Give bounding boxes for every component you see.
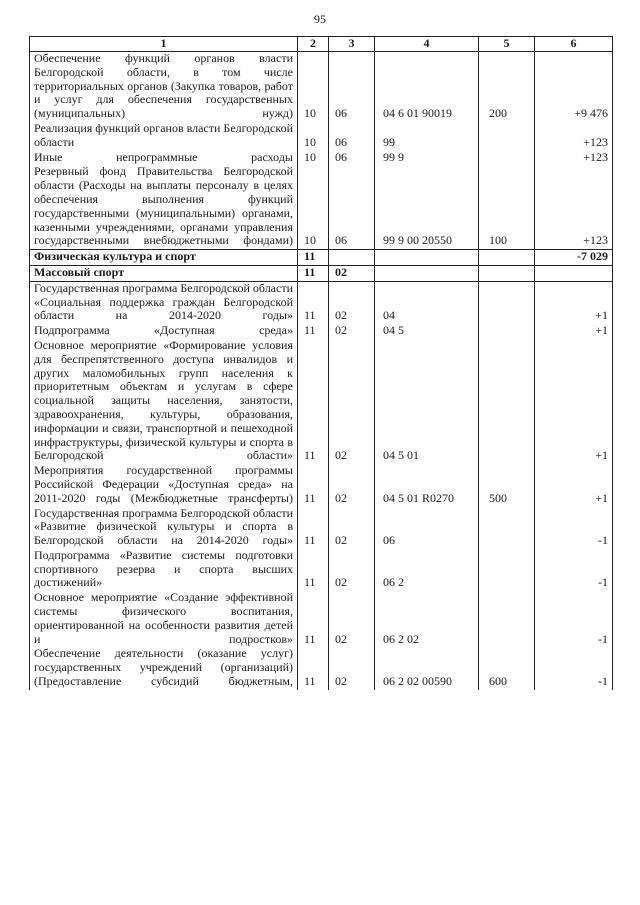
row-name: Мероприятия государственной программы Российской Федерации «Доступная среда» на 2011-2020 годы (Межбюджетные трансферты)	[30, 464, 298, 506]
header-col-2: 2	[298, 37, 329, 52]
row-expense-type	[479, 265, 535, 281]
row-target-article: 99 9	[375, 151, 479, 166]
row-amount: -1	[535, 591, 613, 647]
row-amount: -1	[535, 507, 613, 549]
row-name: Физическая культура и спорт	[30, 250, 298, 266]
table-row	[30, 151, 613, 166]
row-section: 11	[298, 549, 329, 591]
table-row	[30, 324, 613, 339]
row-target-article: 04 5 01 R0270	[375, 464, 479, 506]
row-target-article: 04 6 01 90019	[375, 52, 479, 122]
header-col-5: 5	[479, 37, 535, 52]
table-row	[30, 591, 613, 647]
row-subsection: 02	[329, 281, 375, 324]
row-section: 11	[298, 250, 329, 266]
table-header-row	[30, 37, 613, 52]
row-target-article: 99 9 00 20550	[375, 165, 479, 249]
row-expense-type: 600	[479, 647, 535, 689]
row-amount: -1	[535, 647, 613, 689]
row-target-article: 06 2 02 00590	[375, 647, 479, 689]
row-expense-type: 200	[479, 52, 535, 122]
row-section: 10	[298, 151, 329, 166]
row-target-article: 99	[375, 122, 479, 151]
row-section: 11	[298, 647, 329, 689]
table-row	[30, 122, 613, 151]
table-row	[30, 52, 613, 122]
row-amount: +9 476	[535, 52, 613, 122]
row-section: 11	[298, 591, 329, 647]
row-amount	[535, 265, 613, 281]
row-target-article: 06	[375, 507, 479, 549]
row-subsection: 02	[329, 591, 375, 647]
row-name: Реализация функций органов власти Белгородской области	[30, 122, 298, 151]
row-target-article: 06 2 02	[375, 591, 479, 647]
row-subsection: 02	[329, 339, 375, 464]
row-subsection: 02	[329, 647, 375, 689]
row-subsection: 06	[329, 52, 375, 122]
row-expense-type	[479, 339, 535, 464]
row-name: Государственная программа Белгородской области «Социальная поддержка граждан Белгородской области на 2014-2020 годы»	[30, 281, 298, 324]
row-subsection: 02	[329, 324, 375, 339]
row-section: 11	[298, 464, 329, 506]
row-amount: +123	[535, 151, 613, 166]
row-section: 10	[298, 165, 329, 249]
row-expense-type	[479, 507, 535, 549]
table-row	[30, 507, 613, 549]
table-row	[30, 281, 613, 324]
table-row	[30, 265, 613, 281]
table-row	[30, 250, 613, 266]
row-section: 11	[298, 265, 329, 281]
row-subsection	[329, 250, 375, 266]
row-expense-type: 100	[479, 165, 535, 249]
row-amount: +1	[535, 339, 613, 464]
table-row	[30, 339, 613, 464]
row-name: Иные непрограммные расходы	[30, 151, 298, 166]
row-subsection: 02	[329, 507, 375, 549]
row-target-article: 04	[375, 281, 479, 324]
row-target-article	[375, 265, 479, 281]
row-subsection: 06	[329, 165, 375, 249]
row-amount: +1	[535, 324, 613, 339]
row-name: Основное мероприятие «Формирование условия для беспрепятственного доступа инвалидов и других маломобильных групп населения к приоритетным объектам и услугам в сфере социальной защиты населения, занятости, здравоохранения, культуры, образования, информации и связи, транспортной и пешеходной инфраструктуры, физической культуры и спорта в Белгородской области»	[30, 339, 298, 464]
row-amount: +123	[535, 122, 613, 151]
row-name: Обеспечение деятельности (оказание услуг) государственных учреждений (организаций) (Предоставление субсидий бюджетным,	[30, 647, 298, 689]
row-name: Основное мероприятие «Создание эффективной системы физического воспитания, ориентированной на особенности развития детей и подростков»	[30, 591, 298, 647]
row-name: Подпрограмма «Доступная среда»	[30, 324, 298, 339]
table-row	[30, 647, 613, 689]
row-subsection: 02	[329, 464, 375, 506]
row-expense-type	[479, 151, 535, 166]
header-col-1: 1	[30, 37, 298, 52]
row-amount: +1	[535, 464, 613, 506]
row-expense-type	[479, 324, 535, 339]
row-subsection: 06	[329, 122, 375, 151]
table-row	[30, 549, 613, 591]
row-expense-type	[479, 591, 535, 647]
row-target-article: 04 5 01	[375, 339, 479, 464]
table-row	[30, 464, 613, 506]
row-section: 11	[298, 339, 329, 464]
row-name: Массовый спорт	[30, 265, 298, 281]
header-col-6: 6	[535, 37, 613, 52]
table-row	[30, 165, 613, 249]
row-expense-type	[479, 281, 535, 324]
row-section: 10	[298, 122, 329, 151]
row-section: 11	[298, 281, 329, 324]
row-amount: +123	[535, 165, 613, 249]
row-subsection: 06	[329, 151, 375, 166]
budget-table	[29, 36, 613, 690]
row-subsection: 02	[329, 265, 375, 281]
row-amount: -1	[535, 549, 613, 591]
row-target-article	[375, 250, 479, 266]
page-number: 95	[314, 12, 326, 26]
row-target-article: 06 2	[375, 549, 479, 591]
row-expense-type	[479, 122, 535, 151]
row-name: Государственная программа Белгородской области «Развитие физической культуры и спорта в Белгородской области на 2014-2020 годы»	[30, 507, 298, 549]
row-subsection: 02	[329, 549, 375, 591]
row-section: 11	[298, 507, 329, 549]
row-name: Обеспечение функций органов власти Белгородской области, в том числе территориальных органов (Закупка товаров, работ и услуг для обеспечения государственных (муниципальных) нужд)	[30, 52, 298, 122]
row-section: 10	[298, 52, 329, 122]
header-col-3: 3	[329, 37, 375, 52]
row-name: Резервный фонд Правительства Белгородской области (Расходы на выплаты персоналу в целях обеспечения выполнения функций государственными (муниципальными) органами, казенными учреждениями, органами управления государственными внебюджетными фондами)	[30, 165, 298, 249]
row-expense-type	[479, 250, 535, 266]
row-target-article: 04 5	[375, 324, 479, 339]
row-amount: -7 029	[535, 250, 613, 266]
row-amount: +1	[535, 281, 613, 324]
row-expense-type	[479, 549, 535, 591]
row-name: Подпрограмма «Развитие системы подготовки спортивного резерва и спорта высших достижений»	[30, 549, 298, 591]
row-expense-type: 500	[479, 464, 535, 506]
header-col-4: 4	[375, 37, 479, 52]
row-section: 11	[298, 324, 329, 339]
